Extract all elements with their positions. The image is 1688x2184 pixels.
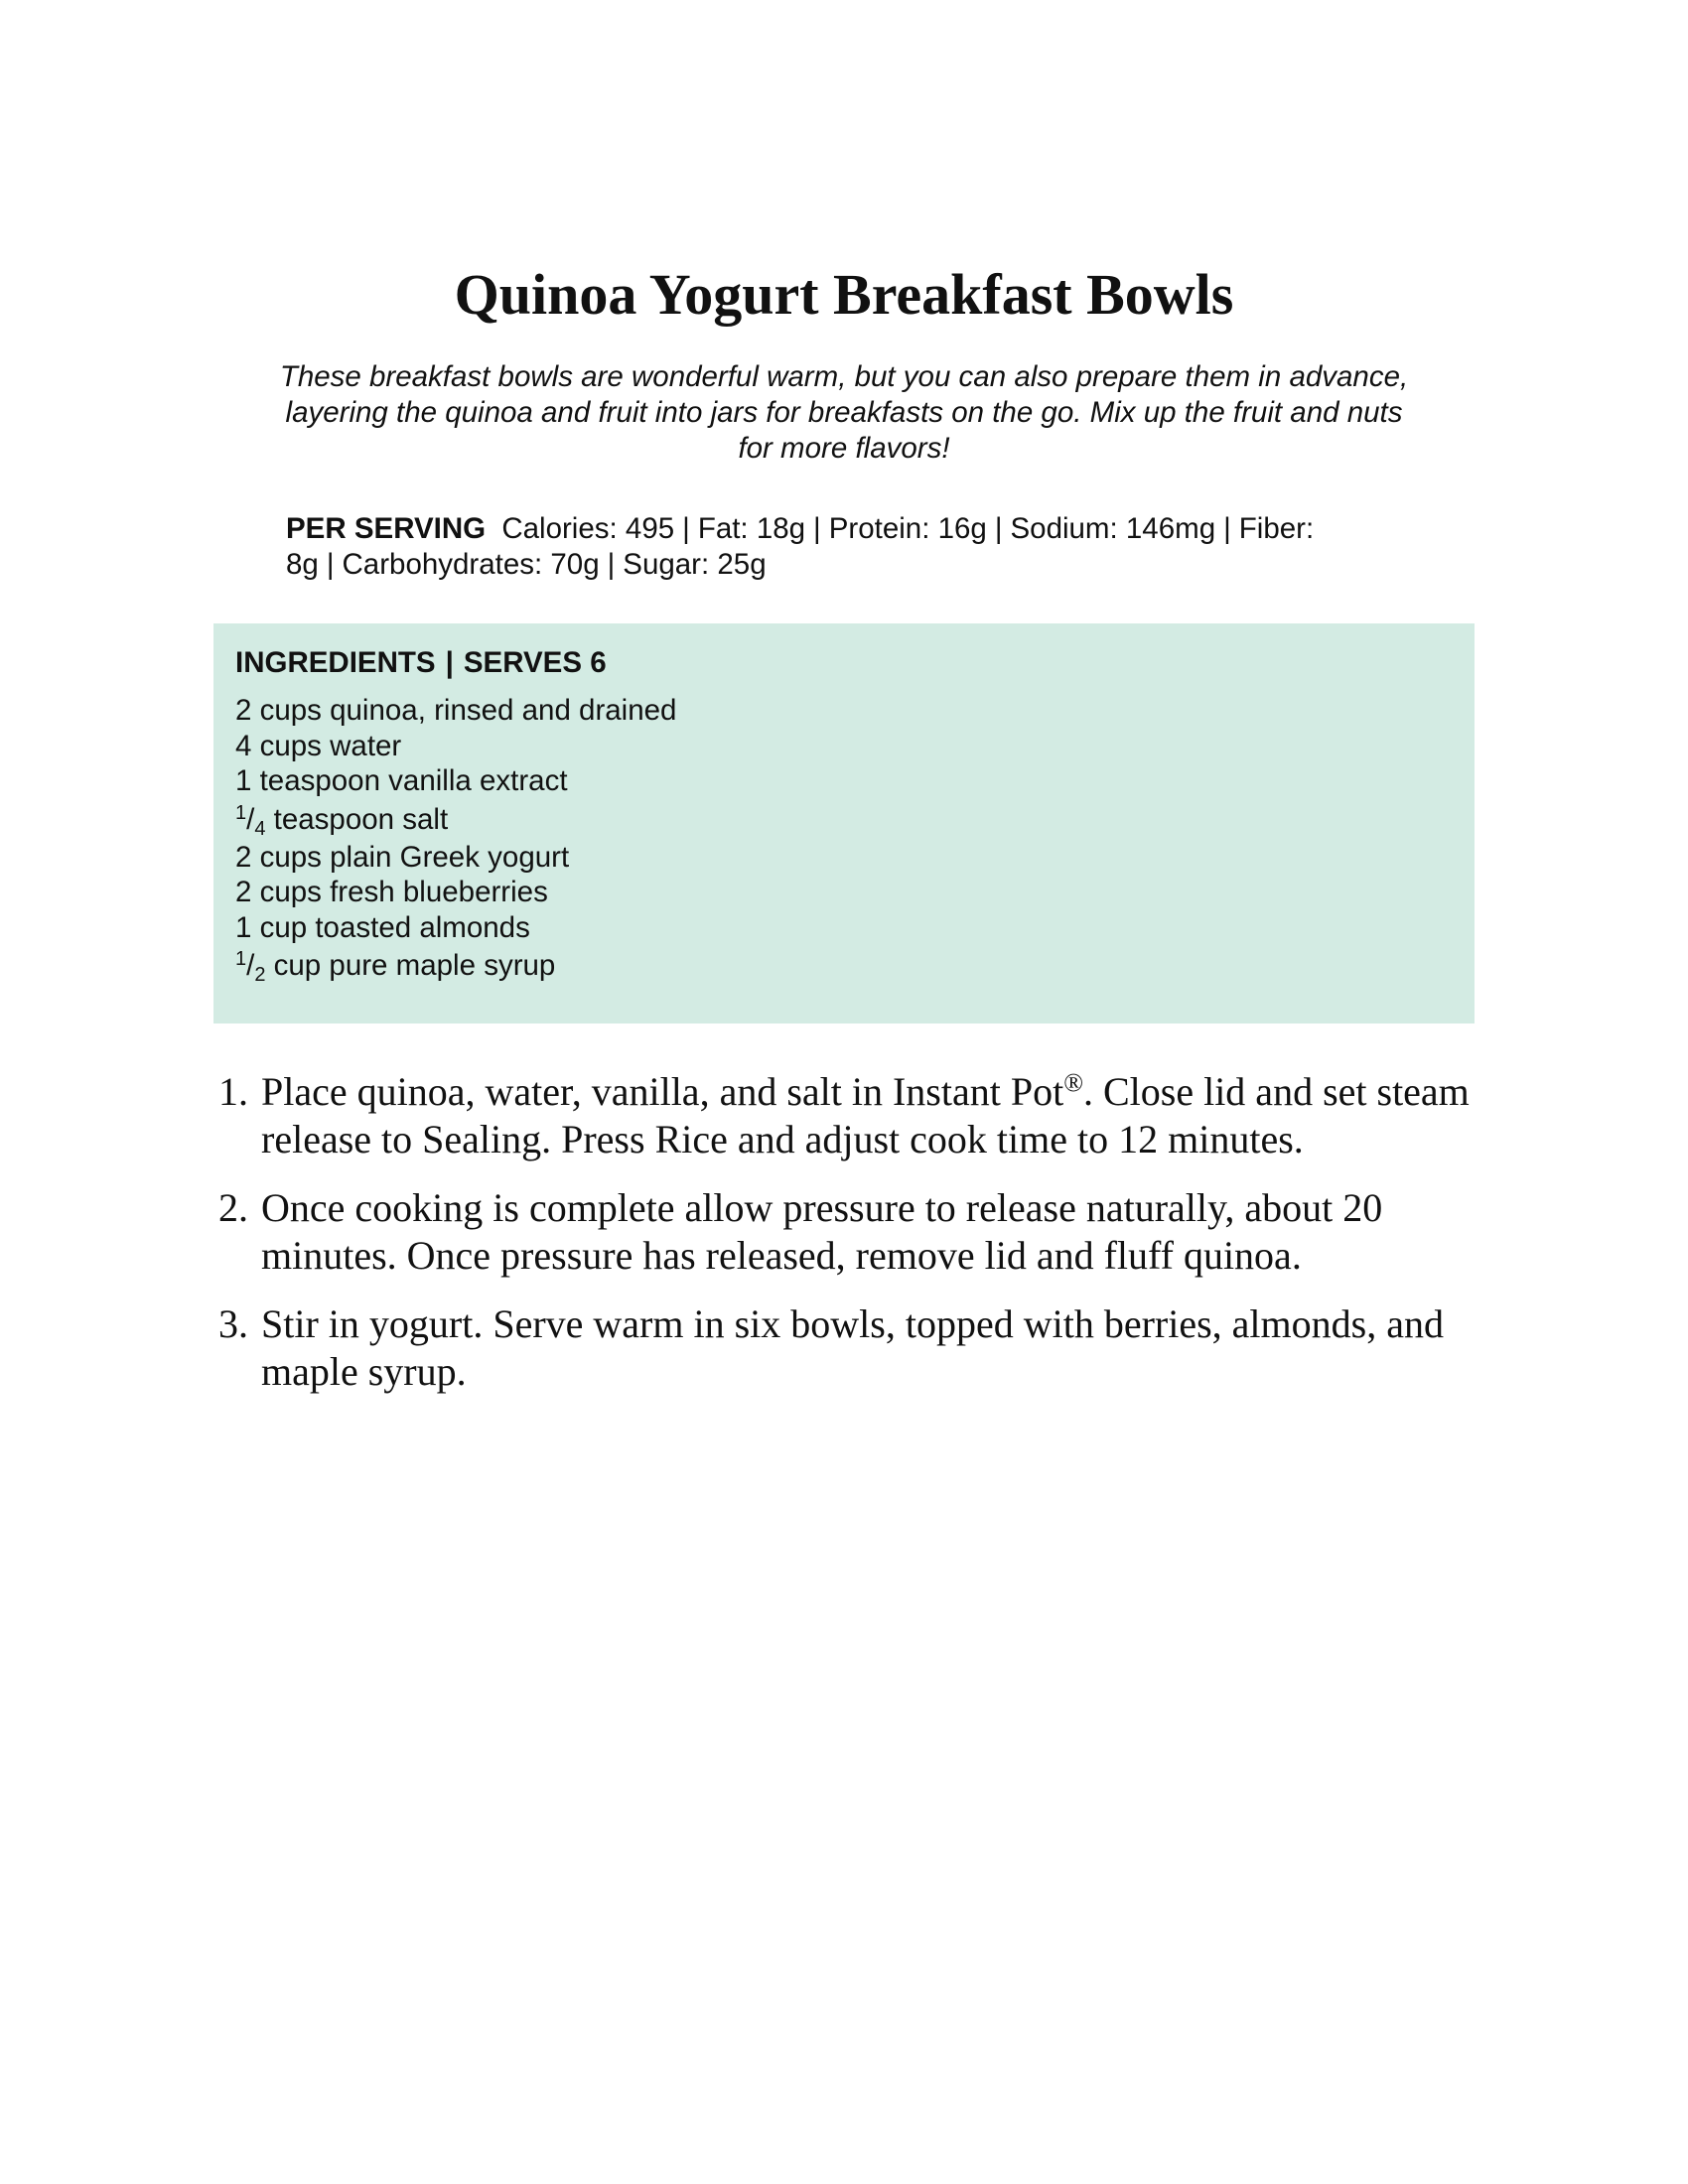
step-text: Place quinoa, water, vanilla, and salt in Instant Pot	[261, 1069, 1064, 1114]
registered-mark: ®	[1063, 1068, 1083, 1097]
ingredients-box	[213, 623, 1475, 1024]
nutrition-protein: Protein: 16g	[828, 512, 987, 545]
nutrition-separator: |	[813, 512, 821, 545]
nutrition-fiber: Fiber: 8g	[286, 512, 1315, 581]
fraction-numerator: 1	[235, 801, 247, 824]
nutrition-calories: Calories: 495	[501, 512, 675, 545]
nutrition-separator: |	[994, 512, 1003, 545]
nutrition-fat: Fat: 18g	[697, 512, 806, 545]
ingredient-item: 1 teaspoon vanilla extract	[235, 764, 568, 797]
nutrition-facts	[286, 511, 1453, 583]
nutrition-carbohydrates: Carbohydrates: 70g	[342, 548, 600, 581]
instruction-step	[218, 1300, 1470, 1396]
ingredients-header	[235, 645, 1475, 681]
step-text: Stir in yogurt. Serve warm in six bowls, topped with berries, almonds, and maple syrup.	[261, 1301, 1444, 1394]
step-number: 1.	[218, 1069, 248, 1114]
ingredients-separator: |	[445, 646, 454, 679]
step-text: . Close lid and set steam release to Sealing. Press Rice and adjust cook time to 12 minutes.	[261, 1069, 1470, 1161]
ingredient-item: 2 cups plain Greek yogurt	[235, 840, 570, 874]
step-number: 3.	[218, 1301, 248, 1346]
ingredient-item: 4 cups water	[235, 729, 402, 762]
ingredients-list	[235, 693, 1475, 986]
fraction-denominator: 4	[254, 817, 266, 840]
ingredients-heading: INGREDIENTS	[235, 646, 436, 679]
nutrition-separator: |	[326, 548, 335, 581]
nutrition-sugar: Sugar: 25g	[623, 548, 767, 581]
ingredients-serves: SERVES 6	[463, 646, 607, 679]
fraction-numerator: 1	[235, 948, 247, 970]
step-number: 2.	[218, 1185, 248, 1230]
instructions-list	[218, 1068, 1470, 1417]
nutrition-label: PER SERVING	[286, 512, 487, 545]
ingredient-text: teaspoon salt	[265, 802, 449, 836]
ingredient-item: $^1/_2$ cup pure maple syrup	[235, 948, 556, 986]
ingredient-item: 2 cups quinoa, rinsed and drained	[235, 694, 677, 727]
fraction-denominator: 2	[254, 964, 266, 986]
nutrition-separator: |	[607, 548, 616, 581]
recipe-title: Quinoa Yogurt Breakfast Bowls	[454, 262, 1234, 327]
ingredient-item: $^1/_4$ teaspoon salt	[235, 801, 449, 840]
ingredient-item: 1 cup toasted almonds	[235, 910, 530, 944]
nutrition-sodium: Sodium: 146mg	[1010, 512, 1216, 545]
instruction-step	[218, 1184, 1470, 1280]
instruction-step	[218, 1068, 1470, 1163]
step-text: Once cooking is complete allow pressure to release naturally, about 20 minutes. Once pressure has released, remove lid and fluff quinoa.	[261, 1185, 1383, 1278]
ingredient-text: cup pure maple syrup	[265, 949, 556, 982]
nutrition-separator: |	[682, 512, 690, 545]
recipe-intro: These breakfast bowls are wonderful warm, but you can also prepare them in advance, layering the quinoa and fruit into jars for breakfasts on the go. Mix up the fruit and nuts for more flavors!	[279, 360, 1409, 465]
ingredient-item: 2 cups fresh blueberries	[235, 876, 548, 908]
nutrition-separator: |	[1223, 512, 1231, 545]
